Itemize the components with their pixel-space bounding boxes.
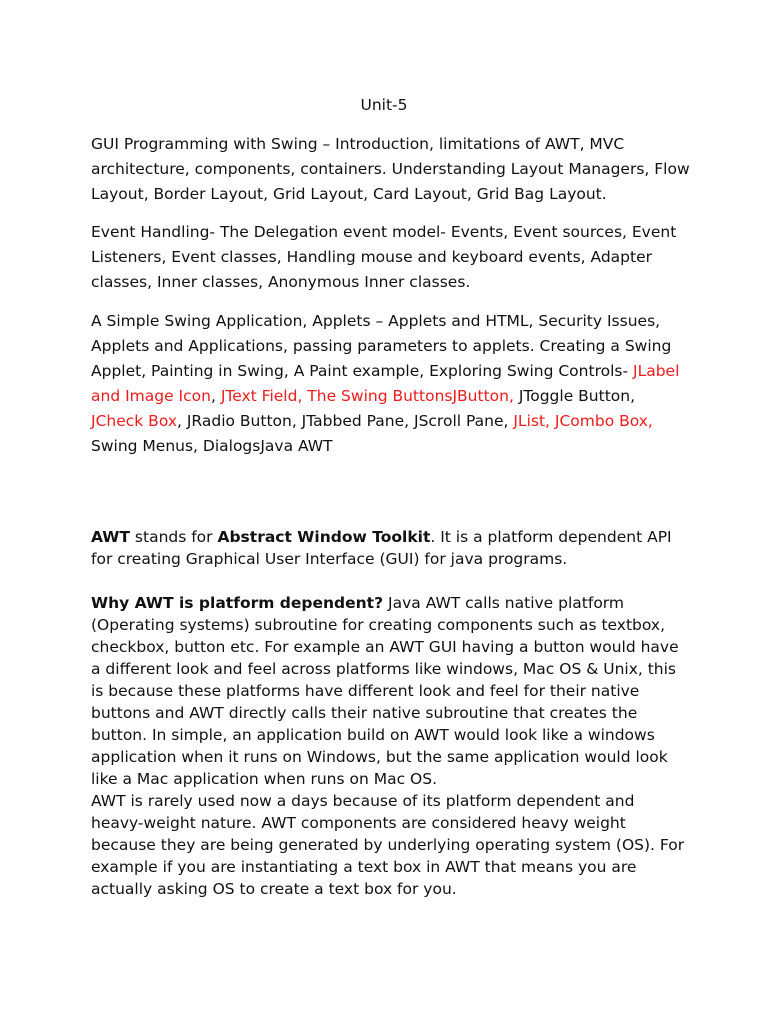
awt-text: stands for	[129, 528, 218, 546]
awt-text: . It is a platform dependent API for creating Graphical User Interface (GUI) for java programs.	[91, 528, 672, 568]
awt-why-paragraph	[91, 592, 691, 790]
syllabus-text: JToggle Button,	[513, 387, 635, 405]
highlight-jtextfield: JText Field, The Swing ButtonsJButton,	[220, 387, 514, 405]
syllabus-text: Swing Menus, DialogsJava AWT	[91, 437, 333, 455]
awt-intro-paragraph	[91, 526, 691, 570]
syllabus-paragraph-3	[91, 309, 691, 459]
highlight-jcheckbox: JCheck Box	[91, 412, 177, 430]
awt-rare-paragraph: AWT is rarely used now a days because of its platform dependent and heavy-weight nature. AWT components are considered heavy weight because they are being generated by underlying operating system (OS). For example if you are instantiating a text box in AWT that means you are actually asking OS to create a text box for you.	[91, 792, 685, 898]
why-text: Java AWT calls native platform (Operating systems) subroutine for creating components such as textbox, checkbox, button etc. For example an AWT GUI having a button would have a different look and feel across platforms like windows, Mac OS & Unix, this is because these platforms have different look and feel for their native buttons and AWT directly calls their native subroutine that creates the button. In simple, an application build on AWT would look like a windows application when it runs on Windows, but the same application would look like a Mac application when runs on Mac OS.	[91, 594, 679, 788]
highlight-jlist: JList, JCombo Box,	[513, 412, 653, 430]
syllabus-text: ,	[210, 387, 221, 405]
syllabus-text: A Simple Swing Application, Applets – Applets and HTML, Security Issues, Applets and Applications, passing parameters to applets. Creating a Swing Applet, Painting in Swing, A Paint example, Exploring Swing Controls-	[91, 312, 672, 380]
highlight-jlabel: JLabel and Image Icon	[91, 362, 680, 405]
awt-fullname: Abstract Window Toolkit	[217, 528, 431, 546]
page-title: Unit-5	[360, 96, 408, 114]
syllabus-paragraph-1: GUI Programming with Swing – Introduction, limitations of AWT, MVC architecture, components, containers. Understanding Layout Managers, Flow Layout, Border Layout, Grid Layout, Card Layout, Grid Bag Layout.	[91, 135, 690, 203]
syllabus-text: , JRadio Button, JTabbed Pane, JScroll Pane,	[177, 412, 514, 430]
syllabus-paragraph-2: Event Handling- The Delegation event model- Events, Event sources, Event Listeners, Event classes, Handling mouse and keyboard events, Adapter classes, Inner classes, Anonymous Inner classes.	[91, 223, 677, 291]
why-heading: Why AWT is platform dependent?	[91, 594, 384, 612]
awt-term: AWT	[91, 528, 130, 546]
